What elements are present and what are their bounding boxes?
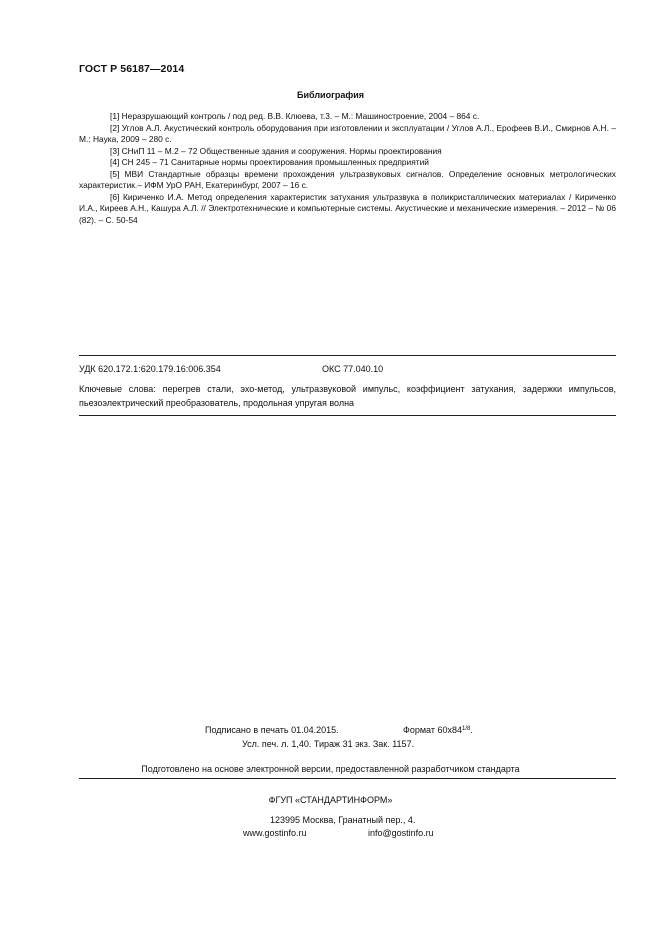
publisher-name: ФГУП «СТАНДАРТИНФОРМ» (268, 795, 393, 805)
bibliography-item: [6] Кириченко И.А. Метод определения характеристик затухания ультразвука в поликристаллических материалах / Кириченко И.А., Киреев А.Н., Кашура А.Л. // Электротехнические и компьютерные системы. Акустические и механические измерения. – 2012 – № 06 (82). – С. 50-54 (79, 191, 616, 225)
format-label: Формат 60x84 (403, 725, 462, 735)
publisher-website: www.gostinfo.ru (243, 828, 307, 838)
standard-code: ГОСТ Р 56187—2014 (79, 63, 185, 75)
signed-for-print: Подписано в печать 01.04.2015. (205, 725, 339, 735)
keywords: Ключевые слова: перегрев стали, эхо-метод, ультразвуковой импульс, коэффициент затухания, задержки импульсов, пьезоэлектрический преобразователь, продольная упругая волна (79, 384, 616, 408)
prepared-note: Подготовлено на основе электронной версии, предоставленной разработчиком стандарта (141, 764, 520, 774)
bibliography-title: Библиография (297, 90, 364, 100)
bibliography-list (79, 111, 616, 226)
print-info: Усл. печ. л. 1,40. Тираж 31 экз. Зак. 1157. (242, 739, 415, 749)
bibliography-item: [2] Углов А.Л. Акустический контроль оборудования при изготовлении и эксплуатации / Углов А.Л., Ерофеев В.И., Смирнов А.Н. – М.: Наука, 2009 – 280 с. (79, 122, 616, 144)
divider-top (79, 355, 616, 356)
publisher-email: info@gostinfo.ru (368, 828, 434, 838)
paper-format (403, 725, 473, 735)
oks-code: ОКС 77.040.10 (322, 364, 384, 374)
bibliography-item: [5] МВИ Стандартные образцы времени прохождения ультразвуковых сигналов. Определение основных метрологических характеристик.– ИФМ УрО РАН, Екатеринбург, 2007 – 16 с. (79, 168, 616, 190)
format-end: . (470, 725, 473, 735)
bibliography-item: [3] СНиП 11 – М.2 – 72 Общественные здания и сооружения. Нормы проектирования (110, 145, 442, 156)
format-fraction: 1/8 (462, 726, 471, 732)
divider-imprint (79, 778, 616, 779)
udk-code: УДК 620.172.1:620.179.16:006.354 (79, 364, 221, 374)
bibliography-item: [4] СН 245 – 71 Санитарные нормы проектирования промышленных предприятий (110, 157, 429, 167)
divider-bottom (79, 415, 616, 416)
bibliography-item: [1] Неразрушающий контроль / под ред. В.В. Клюева, т.3. – М.: Машиностроение, 2004 – 864 с. (110, 111, 480, 121)
publisher-address: 123995 Москва, Гранатный пер., 4. (270, 815, 416, 825)
